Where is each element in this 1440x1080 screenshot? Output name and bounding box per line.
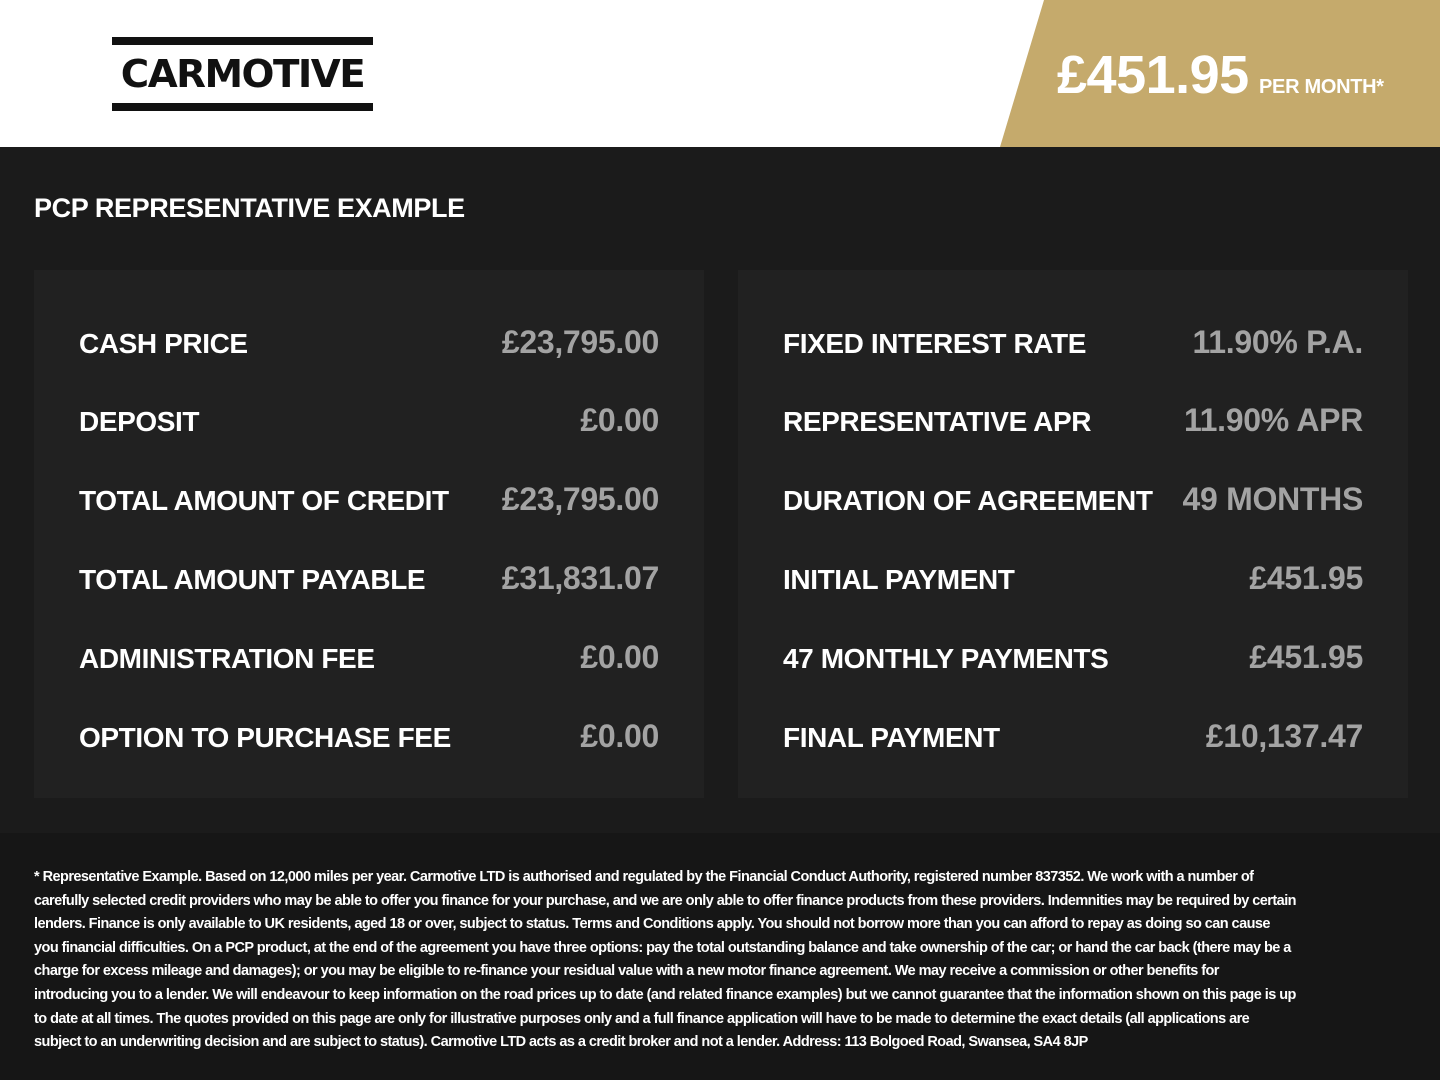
finance-row [79, 481, 659, 521]
carmotive-logo[interactable] [112, 37, 373, 111]
logo-bottom-bar [112, 103, 373, 111]
finance-row [79, 324, 659, 364]
row-label: FINAL PAYMENT [783, 722, 1000, 753]
finance-row [783, 481, 1363, 521]
row-value: £31,831.07 [501, 560, 659, 596]
row-label: OPTION TO PURCHASE FEE [79, 722, 451, 753]
finance-row [783, 402, 1363, 442]
row-value: £0.00 [580, 718, 659, 754]
row-label: FIXED INTEREST RATE [783, 328, 1087, 359]
row-label: REPRESENTATIVE APR [783, 406, 1092, 437]
row-label: DURATION OF AGREEMENT [783, 485, 1153, 516]
finance-row [783, 639, 1363, 679]
row-value: 11.90% APR [1183, 402, 1363, 438]
finance-row [79, 560, 659, 600]
finance-row [783, 718, 1363, 758]
row-value: 49 MONTHS [1182, 481, 1363, 517]
finance-row [79, 402, 659, 442]
row-value: £0.00 [580, 402, 659, 438]
row-value: £0.00 [580, 639, 659, 675]
row-label: TOTAL AMOUNT PAYABLE [79, 564, 426, 595]
row-value: £451.95 [1249, 560, 1363, 596]
logo-wordmark: CARMOTIVE [120, 52, 365, 96]
monthly-price: £451.95 [1057, 45, 1249, 105]
row-value: £23,795.00 [501, 481, 659, 517]
row-label: ADMINISTRATION FEE [79, 643, 375, 674]
finance-card-right [738, 270, 1408, 798]
row-label: TOTAL AMOUNT OF CREDIT [79, 485, 449, 516]
row-value: £23,795.00 [501, 324, 659, 360]
logo-top-bar [112, 37, 373, 45]
row-label: CASH PRICE [79, 328, 248, 359]
finance-row [783, 560, 1363, 600]
finance-card-left [34, 270, 704, 798]
disclaimer-text: * Representative Example. Based on 12,000 miles per year. Carmotive LTD is authorised and regulated by the Financial Conduct Authority, registered number 837352. We work with a number of carefully selected credit providers who may be able to offer you finance for your purchase, and we are only able to offer finance products from these providers. Indemnities may be required by certain lenders. Finance is only available to UK residents, aged 18 or over, subject to status. Terms and Conditions apply. You should not borrow more than you can afford to repay as doing so can cause you financial difficulties. On a PCP product, at the end of the agreement you have three options: pay the total outstanding balance and take ownership of the car; or hand the car back (there may be a charge for excess mileage and damages); or you may be eligible to re-finance your residual value with a new motor finance agreement. We may receive a commission or other benefits for introducing you to a lender. We will endeavour to keep information on the road prices up to date (and related finance examples) but we cannot guarantee that the information shown on this page is up to date at all times. The quotes provided on this page are only for illustrative purposes only and a full finance application will have to be made to determine the exact details (all applications are subject to an underwriting decision and are subject to status). Carmotive LTD acts as a credit broker and not a lender. Address: 113 Bolgoed Road, Swansea, SA4 8JP [34, 869, 1296, 1051]
row-label: INITIAL PAYMENT [783, 564, 1015, 595]
finance-row [783, 324, 1363, 364]
row-label: DEPOSIT [79, 406, 200, 437]
row-value: £10,137.47 [1205, 718, 1363, 754]
row-value: £451.95 [1249, 639, 1363, 675]
row-label: 47 MONTHLY PAYMENTS [783, 643, 1109, 674]
finance-row [79, 718, 659, 758]
finance-row [79, 639, 659, 679]
price-suffix: PER MONTH* [1259, 76, 1384, 98]
section-title: PCP REPRESENTATIVE EXAMPLE [34, 193, 465, 223]
row-value: 11.90% P.A. [1192, 324, 1363, 360]
